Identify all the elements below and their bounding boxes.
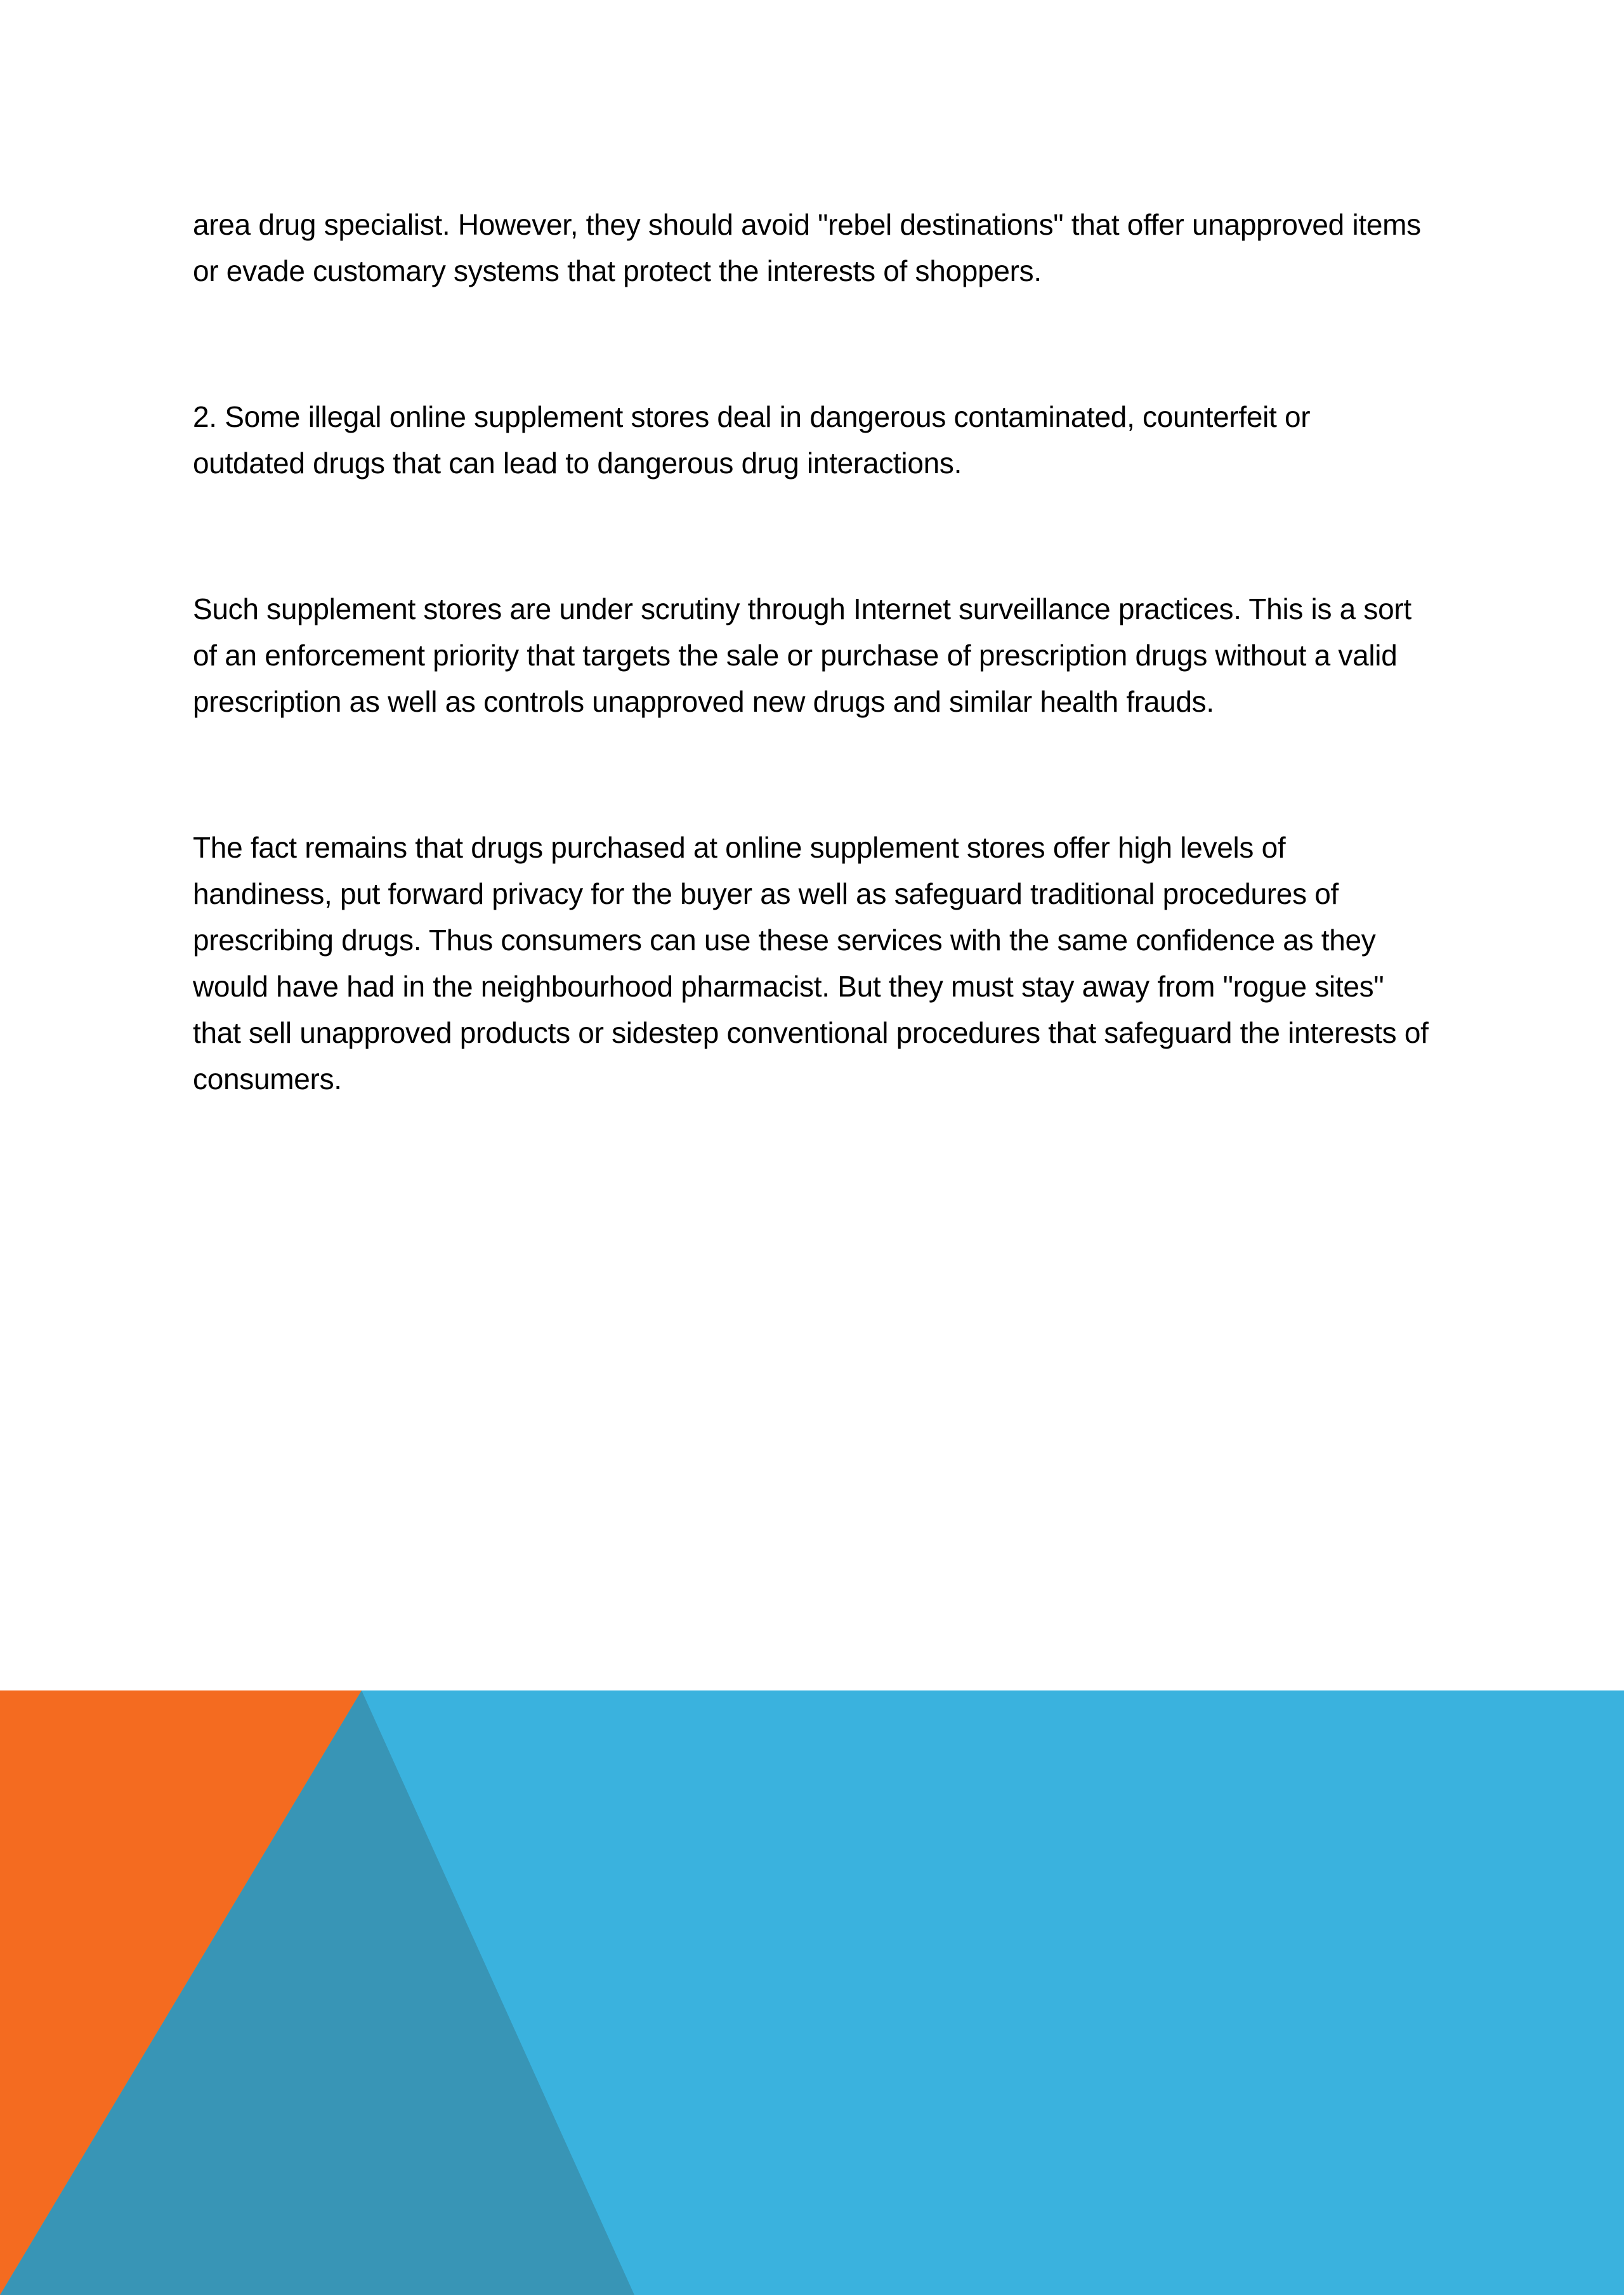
paragraph-4: The fact remains that drugs purchased at online supplement stores offer high levels of handiness, put forward privacy for the buyer as well as safeguard traditional procedures of prescribing drugs. Thus consumers can use these services with the same confidence as they would have had in the neighbourhood pharmacist. But they must stay away from "rogue sites" that sell unapproved products or sidestep conventional procedures that safeguard the interests of consumers. [193, 831, 1429, 1095]
footer-decoration [0, 1690, 1624, 2295]
body-text [193, 202, 1430, 1102]
paragraph-2: 2. Some illegal online supplement stores deal in dangerous contaminated, counterfeit or outdated drugs that can lead to dangerous drug interactions. [193, 400, 1311, 480]
paragraph-3: Such supplement stores are under scrutiny through Internet surveillance practices. This is a sort of an enforcement priority that targets the sale or purchase of prescription drugs without a valid prescription as well as controls unapproved new drugs and similar health frauds. [193, 592, 1411, 718]
paragraph-1: area drug specialist. However, they should avoid "rebel destinations" that offer unapproved items or evade customary systems that protect the interests of shoppers. [193, 208, 1421, 287]
